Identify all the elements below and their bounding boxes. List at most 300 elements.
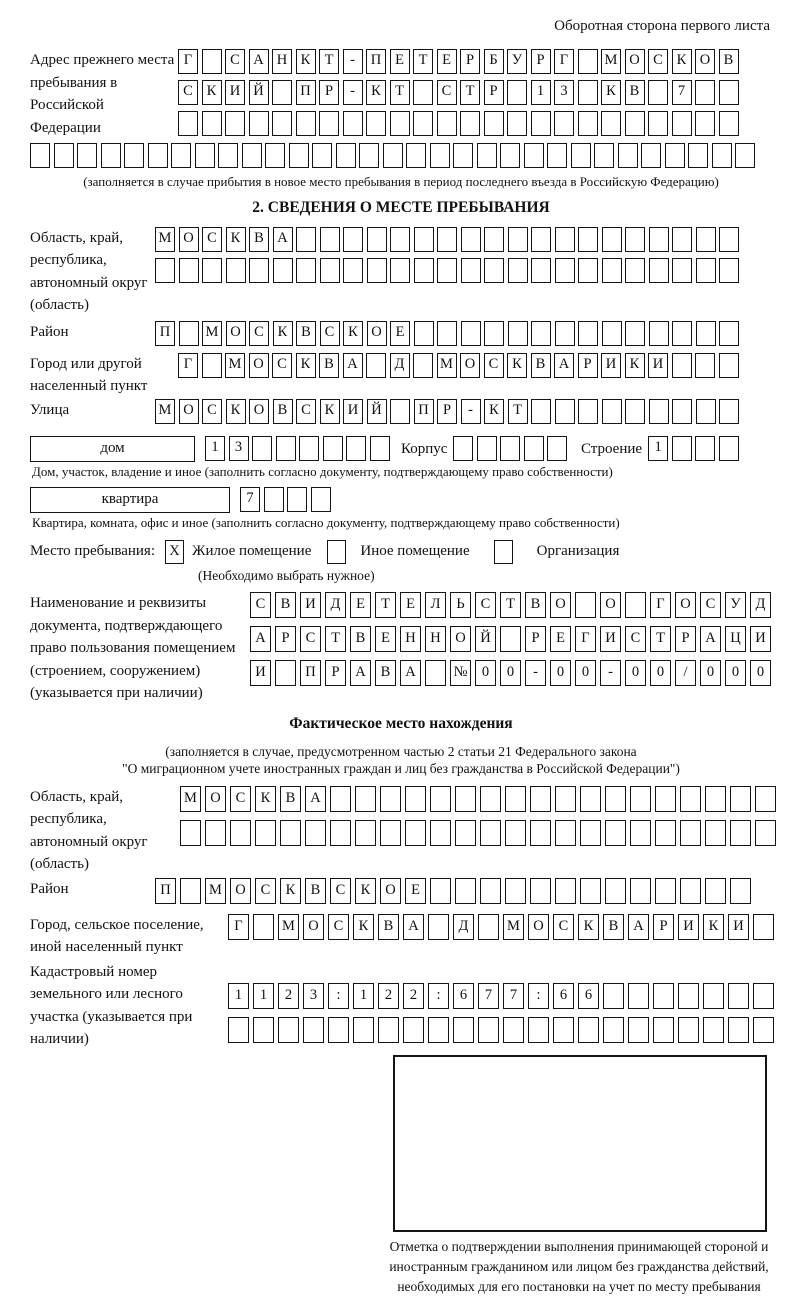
char-box[interactable] bbox=[665, 143, 685, 168]
char-box[interactable] bbox=[202, 258, 222, 283]
char-box[interactable]: К bbox=[672, 49, 692, 74]
char-box[interactable] bbox=[428, 1017, 449, 1043]
char-box[interactable] bbox=[655, 820, 676, 846]
char-box[interactable]: С bbox=[249, 321, 269, 346]
char-box[interactable]: Е bbox=[550, 626, 571, 652]
char-box[interactable] bbox=[530, 878, 551, 904]
char-box[interactable] bbox=[171, 143, 191, 168]
char-box[interactable]: В bbox=[296, 321, 316, 346]
char-box[interactable]: Т bbox=[460, 80, 480, 105]
char-box[interactable] bbox=[571, 143, 591, 168]
char-box[interactable] bbox=[478, 914, 499, 940]
char-box[interactable]: С bbox=[320, 321, 340, 346]
char-box[interactable] bbox=[753, 914, 774, 940]
char-box[interactable] bbox=[430, 786, 451, 812]
char-box[interactable] bbox=[430, 820, 451, 846]
char-box[interactable]: А bbox=[273, 227, 293, 252]
char-box[interactable] bbox=[437, 111, 457, 136]
char-box[interactable] bbox=[500, 436, 520, 461]
char-box[interactable]: 0 bbox=[500, 660, 521, 686]
char-box[interactable] bbox=[603, 1017, 624, 1043]
char-box[interactable] bbox=[305, 820, 326, 846]
char-box[interactable]: № bbox=[450, 660, 471, 686]
char-box[interactable]: С bbox=[625, 626, 646, 652]
char-box[interactable]: С bbox=[475, 592, 496, 618]
char-box[interactable]: П bbox=[366, 49, 386, 74]
char-box[interactable]: Й bbox=[249, 80, 269, 105]
char-box[interactable] bbox=[735, 143, 755, 168]
char-box[interactable] bbox=[253, 914, 274, 940]
char-box[interactable] bbox=[555, 227, 575, 252]
char-box[interactable]: Ц bbox=[725, 626, 746, 652]
char-box[interactable] bbox=[455, 786, 476, 812]
char-box[interactable] bbox=[524, 436, 544, 461]
char-box[interactable] bbox=[653, 983, 674, 1009]
char-box[interactable] bbox=[478, 1017, 499, 1043]
char-box[interactable]: В bbox=[719, 49, 739, 74]
char-box[interactable] bbox=[503, 1017, 524, 1043]
char-box[interactable]: - bbox=[525, 660, 546, 686]
char-box[interactable] bbox=[380, 786, 401, 812]
char-box[interactable]: С bbox=[272, 353, 292, 378]
char-box[interactable] bbox=[180, 820, 201, 846]
char-box[interactable] bbox=[367, 227, 387, 252]
char-box[interactable]: М bbox=[601, 49, 621, 74]
char-box[interactable]: Р bbox=[325, 660, 346, 686]
char-box[interactable] bbox=[461, 227, 481, 252]
char-box[interactable]: Т bbox=[650, 626, 671, 652]
char-box[interactable]: Д bbox=[390, 353, 410, 378]
char-box[interactable] bbox=[414, 227, 434, 252]
char-box[interactable] bbox=[311, 487, 331, 512]
char-box[interactable] bbox=[703, 1017, 724, 1043]
char-box[interactable] bbox=[353, 1017, 374, 1043]
char-box[interactable]: С bbox=[300, 626, 321, 652]
char-box[interactable] bbox=[628, 1017, 649, 1043]
char-box[interactable] bbox=[672, 258, 692, 283]
char-box[interactable] bbox=[696, 399, 716, 424]
presence-checkbox-other[interactable] bbox=[327, 540, 346, 564]
char-box[interactable] bbox=[252, 436, 272, 461]
char-box[interactable] bbox=[594, 143, 614, 168]
char-box[interactable] bbox=[303, 1017, 324, 1043]
char-box[interactable]: О bbox=[249, 399, 269, 424]
char-box[interactable] bbox=[430, 143, 450, 168]
char-box[interactable] bbox=[603, 983, 624, 1009]
char-box[interactable] bbox=[505, 820, 526, 846]
char-box[interactable] bbox=[641, 143, 661, 168]
char-box[interactable] bbox=[484, 111, 504, 136]
char-box[interactable]: О bbox=[550, 592, 571, 618]
char-box[interactable]: - bbox=[461, 399, 481, 424]
char-box[interactable]: О bbox=[695, 49, 715, 74]
char-box[interactable] bbox=[678, 1017, 699, 1043]
char-box[interactable] bbox=[323, 436, 343, 461]
char-box[interactable] bbox=[555, 399, 575, 424]
char-box[interactable] bbox=[730, 878, 751, 904]
char-box[interactable]: М bbox=[278, 914, 299, 940]
char-box[interactable]: Е bbox=[400, 592, 421, 618]
char-box[interactable]: Г bbox=[650, 592, 671, 618]
char-box[interactable]: Н bbox=[425, 626, 446, 652]
char-box[interactable]: К bbox=[353, 914, 374, 940]
char-box[interactable] bbox=[719, 80, 739, 105]
stroenie-row[interactable] bbox=[648, 436, 742, 463]
char-box[interactable]: М bbox=[155, 399, 175, 424]
char-box[interactable]: А bbox=[403, 914, 424, 940]
char-box[interactable]: О bbox=[675, 592, 696, 618]
char-box[interactable] bbox=[453, 143, 473, 168]
char-box[interactable] bbox=[530, 820, 551, 846]
char-box[interactable] bbox=[148, 143, 168, 168]
char-box[interactable] bbox=[655, 786, 676, 812]
char-box[interactable] bbox=[453, 436, 473, 461]
char-box[interactable] bbox=[531, 258, 551, 283]
char-box[interactable] bbox=[580, 820, 601, 846]
char-box[interactable]: 1 bbox=[205, 436, 225, 461]
char-box[interactable] bbox=[719, 436, 739, 461]
char-box[interactable]: О bbox=[205, 786, 226, 812]
char-box[interactable] bbox=[480, 786, 501, 812]
apartment-type-box[interactable]: квартира bbox=[30, 487, 230, 513]
char-box[interactable] bbox=[578, 49, 598, 74]
char-box[interactable] bbox=[695, 353, 715, 378]
char-box[interactable] bbox=[366, 353, 386, 378]
char-box[interactable] bbox=[680, 820, 701, 846]
char-box[interactable]: Р bbox=[578, 353, 598, 378]
char-box[interactable]: А bbox=[343, 353, 363, 378]
char-box[interactable]: С bbox=[648, 49, 668, 74]
char-box[interactable] bbox=[343, 258, 363, 283]
char-box[interactable]: 6 bbox=[453, 983, 474, 1009]
char-box[interactable] bbox=[101, 143, 121, 168]
char-box[interactable]: М bbox=[205, 878, 226, 904]
document-row-2[interactable] bbox=[250, 626, 775, 656]
char-box[interactable] bbox=[602, 227, 622, 252]
char-box[interactable]: У bbox=[507, 49, 527, 74]
char-box[interactable] bbox=[380, 820, 401, 846]
char-box[interactable]: К bbox=[273, 321, 293, 346]
district-row[interactable] bbox=[155, 321, 743, 348]
char-box[interactable] bbox=[578, 399, 598, 424]
char-box[interactable]: 3 bbox=[554, 80, 574, 105]
char-box[interactable] bbox=[500, 143, 520, 168]
char-box[interactable]: Р bbox=[460, 49, 480, 74]
char-box[interactable] bbox=[680, 786, 701, 812]
char-box[interactable] bbox=[630, 878, 651, 904]
char-box[interactable]: К bbox=[226, 227, 246, 252]
char-box[interactable] bbox=[355, 820, 376, 846]
char-box[interactable] bbox=[428, 914, 449, 940]
char-box[interactable]: А bbox=[628, 914, 649, 940]
char-box[interactable] bbox=[461, 321, 481, 346]
char-box[interactable] bbox=[628, 983, 649, 1009]
char-box[interactable] bbox=[705, 820, 726, 846]
char-box[interactable] bbox=[405, 786, 426, 812]
char-box[interactable]: К bbox=[226, 399, 246, 424]
char-box[interactable]: А bbox=[350, 660, 371, 686]
char-box[interactable] bbox=[507, 80, 527, 105]
char-box[interactable]: М bbox=[202, 321, 222, 346]
char-box[interactable] bbox=[414, 258, 434, 283]
char-box[interactable]: 6 bbox=[578, 983, 599, 1009]
char-box[interactable] bbox=[320, 227, 340, 252]
char-box[interactable] bbox=[602, 321, 622, 346]
char-box[interactable]: И bbox=[750, 626, 771, 652]
char-box[interactable] bbox=[280, 820, 301, 846]
char-box[interactable]: К bbox=[280, 878, 301, 904]
char-box[interactable]: Е bbox=[390, 49, 410, 74]
char-box[interactable] bbox=[712, 143, 732, 168]
char-box[interactable] bbox=[730, 820, 751, 846]
char-box[interactable]: П bbox=[155, 878, 176, 904]
char-box[interactable] bbox=[180, 878, 201, 904]
char-box[interactable] bbox=[54, 143, 74, 168]
char-box[interactable]: А bbox=[305, 786, 326, 812]
char-box[interactable] bbox=[672, 321, 692, 346]
char-box[interactable]: 0 bbox=[575, 660, 596, 686]
char-box[interactable] bbox=[653, 1017, 674, 1043]
char-box[interactable]: Р bbox=[275, 626, 296, 652]
char-box[interactable]: Т bbox=[508, 399, 528, 424]
char-box[interactable]: В bbox=[531, 353, 551, 378]
char-box[interactable]: Р bbox=[525, 626, 546, 652]
char-box[interactable]: К bbox=[625, 353, 645, 378]
char-box[interactable] bbox=[555, 786, 576, 812]
char-box[interactable] bbox=[242, 143, 262, 168]
city-row[interactable] bbox=[178, 353, 742, 380]
char-box[interactable] bbox=[299, 436, 319, 461]
char-box[interactable] bbox=[719, 321, 739, 346]
char-box[interactable]: И bbox=[648, 353, 668, 378]
char-box[interactable]: О bbox=[226, 321, 246, 346]
char-box[interactable]: К bbox=[202, 80, 222, 105]
char-box[interactable]: - bbox=[600, 660, 621, 686]
char-box[interactable]: С bbox=[178, 80, 198, 105]
char-box[interactable]: В bbox=[275, 592, 296, 618]
char-box[interactable] bbox=[649, 321, 669, 346]
char-box[interactable] bbox=[455, 878, 476, 904]
char-box[interactable] bbox=[728, 983, 749, 1009]
char-box[interactable] bbox=[505, 786, 526, 812]
char-box[interactable]: : bbox=[428, 983, 449, 1009]
char-box[interactable]: 1 bbox=[353, 983, 374, 1009]
char-box[interactable]: И bbox=[728, 914, 749, 940]
char-box[interactable]: С bbox=[553, 914, 574, 940]
char-box[interactable] bbox=[455, 820, 476, 846]
presence-checkbox-residential[interactable]: X bbox=[165, 540, 184, 564]
char-box[interactable]: В bbox=[625, 80, 645, 105]
char-box[interactable] bbox=[696, 227, 716, 252]
char-box[interactable]: 3 bbox=[303, 983, 324, 1009]
char-box[interactable] bbox=[728, 1017, 749, 1043]
char-box[interactable]: К bbox=[484, 399, 504, 424]
char-box[interactable] bbox=[320, 258, 340, 283]
char-box[interactable]: С bbox=[328, 914, 349, 940]
char-box[interactable]: А bbox=[700, 626, 721, 652]
char-box[interactable] bbox=[414, 321, 434, 346]
char-box[interactable] bbox=[390, 258, 410, 283]
char-box[interactable] bbox=[480, 878, 501, 904]
char-box[interactable] bbox=[484, 321, 504, 346]
char-box[interactable]: В bbox=[319, 353, 339, 378]
char-box[interactable]: В bbox=[375, 660, 396, 686]
char-box[interactable]: 7 bbox=[478, 983, 499, 1009]
char-box[interactable] bbox=[460, 111, 480, 136]
char-box[interactable]: Г bbox=[575, 626, 596, 652]
char-box[interactable] bbox=[437, 227, 457, 252]
char-box[interactable]: О bbox=[625, 49, 645, 74]
char-box[interactable] bbox=[625, 399, 645, 424]
char-box[interactable]: А bbox=[400, 660, 421, 686]
char-box[interactable]: Г bbox=[178, 49, 198, 74]
char-box[interactable]: 0 bbox=[475, 660, 496, 686]
char-box[interactable]: Е bbox=[437, 49, 457, 74]
char-box[interactable]: О bbox=[600, 592, 621, 618]
char-box[interactable] bbox=[753, 1017, 774, 1043]
char-box[interactable] bbox=[405, 820, 426, 846]
prev-address-row-2[interactable] bbox=[178, 80, 742, 107]
char-box[interactable]: П bbox=[300, 660, 321, 686]
char-box[interactable] bbox=[477, 143, 497, 168]
char-box[interactable] bbox=[601, 111, 621, 136]
char-box[interactable] bbox=[555, 321, 575, 346]
char-box[interactable]: 3 bbox=[229, 436, 249, 461]
char-box[interactable] bbox=[437, 321, 457, 346]
char-box[interactable]: К bbox=[507, 353, 527, 378]
char-box[interactable] bbox=[480, 820, 501, 846]
char-box[interactable]: Д bbox=[325, 592, 346, 618]
char-box[interactable]: О bbox=[380, 878, 401, 904]
char-box[interactable]: М bbox=[503, 914, 524, 940]
char-box[interactable] bbox=[547, 143, 567, 168]
char-box[interactable]: С bbox=[250, 592, 271, 618]
house-number-row[interactable] bbox=[205, 436, 393, 463]
char-box[interactable]: Й bbox=[475, 626, 496, 652]
char-box[interactable]: Т bbox=[325, 626, 346, 652]
char-box[interactable]: 1 bbox=[228, 983, 249, 1009]
cadastral-row-1[interactable] bbox=[228, 983, 778, 1013]
char-box[interactable]: : bbox=[528, 983, 549, 1009]
char-box[interactable] bbox=[461, 258, 481, 283]
char-box[interactable] bbox=[680, 878, 701, 904]
char-box[interactable]: М bbox=[225, 353, 245, 378]
char-box[interactable] bbox=[346, 436, 366, 461]
char-box[interactable]: К bbox=[601, 80, 621, 105]
char-box[interactable] bbox=[255, 820, 276, 846]
char-box[interactable] bbox=[453, 1017, 474, 1043]
char-box[interactable]: Р bbox=[531, 49, 551, 74]
char-box[interactable]: О bbox=[450, 626, 471, 652]
char-box[interactable] bbox=[390, 399, 410, 424]
char-box[interactable]: У bbox=[725, 592, 746, 618]
char-box[interactable]: А bbox=[250, 626, 271, 652]
actual-region-row-2[interactable] bbox=[180, 820, 780, 850]
char-box[interactable] bbox=[672, 111, 692, 136]
document-row-1[interactable] bbox=[250, 592, 775, 622]
char-box[interactable] bbox=[202, 111, 222, 136]
char-box[interactable] bbox=[719, 353, 739, 378]
street-row[interactable] bbox=[155, 399, 743, 426]
char-box[interactable] bbox=[578, 1017, 599, 1043]
actual-region-row-1[interactable] bbox=[180, 786, 780, 816]
char-box[interactable]: Т bbox=[375, 592, 396, 618]
char-box[interactable]: И bbox=[225, 80, 245, 105]
char-box[interactable]: 0 bbox=[725, 660, 746, 686]
char-box[interactable] bbox=[531, 321, 551, 346]
char-box[interactable] bbox=[580, 786, 601, 812]
char-box[interactable] bbox=[226, 258, 246, 283]
char-box[interactable] bbox=[336, 143, 356, 168]
char-box[interactable] bbox=[625, 111, 645, 136]
char-box[interactable]: Г bbox=[178, 353, 198, 378]
char-box[interactable] bbox=[672, 227, 692, 252]
char-box[interactable] bbox=[547, 436, 567, 461]
char-box[interactable] bbox=[272, 80, 292, 105]
char-box[interactable]: Р bbox=[484, 80, 504, 105]
char-box[interactable]: : bbox=[328, 983, 349, 1009]
char-box[interactable] bbox=[630, 786, 651, 812]
char-box[interactable] bbox=[205, 820, 226, 846]
char-box[interactable] bbox=[605, 820, 626, 846]
char-box[interactable]: С bbox=[202, 227, 222, 252]
char-box[interactable]: В bbox=[273, 399, 293, 424]
char-box[interactable]: К bbox=[255, 786, 276, 812]
char-box[interactable] bbox=[531, 111, 551, 136]
char-box[interactable] bbox=[578, 111, 598, 136]
char-box[interactable] bbox=[287, 487, 307, 512]
char-box[interactable]: 6 bbox=[553, 983, 574, 1009]
char-box[interactable] bbox=[343, 227, 363, 252]
char-box[interactable]: 0 bbox=[750, 660, 771, 686]
char-box[interactable]: И bbox=[250, 660, 271, 686]
char-box[interactable]: 1 bbox=[253, 983, 274, 1009]
char-box[interactable] bbox=[312, 143, 332, 168]
char-box[interactable]: М bbox=[155, 227, 175, 252]
char-box[interactable] bbox=[249, 111, 269, 136]
char-box[interactable]: И bbox=[600, 626, 621, 652]
char-box[interactable]: Й bbox=[367, 399, 387, 424]
char-box[interactable]: С bbox=[437, 80, 457, 105]
char-box[interactable]: К bbox=[366, 80, 386, 105]
char-box[interactable] bbox=[330, 820, 351, 846]
char-box[interactable] bbox=[508, 258, 528, 283]
char-box[interactable] bbox=[225, 111, 245, 136]
char-box[interactable] bbox=[672, 353, 692, 378]
char-box[interactable] bbox=[202, 353, 222, 378]
char-box[interactable] bbox=[649, 227, 669, 252]
char-box[interactable]: П bbox=[155, 321, 175, 346]
char-box[interactable] bbox=[330, 786, 351, 812]
char-box[interactable] bbox=[413, 353, 433, 378]
char-box[interactable] bbox=[124, 143, 144, 168]
char-box[interactable]: О bbox=[179, 227, 199, 252]
char-box[interactable] bbox=[230, 820, 251, 846]
char-box[interactable]: 2 bbox=[378, 983, 399, 1009]
char-box[interactable]: К bbox=[320, 399, 340, 424]
char-box[interactable]: А bbox=[554, 353, 574, 378]
char-box[interactable] bbox=[390, 227, 410, 252]
char-box[interactable] bbox=[437, 258, 457, 283]
char-box[interactable] bbox=[672, 436, 692, 461]
char-box[interactable]: С bbox=[700, 592, 721, 618]
char-box[interactable] bbox=[649, 399, 669, 424]
char-box[interactable] bbox=[264, 487, 284, 512]
char-box[interactable]: К bbox=[578, 914, 599, 940]
char-box[interactable] bbox=[602, 399, 622, 424]
char-box[interactable] bbox=[524, 143, 544, 168]
char-box[interactable]: Б bbox=[484, 49, 504, 74]
